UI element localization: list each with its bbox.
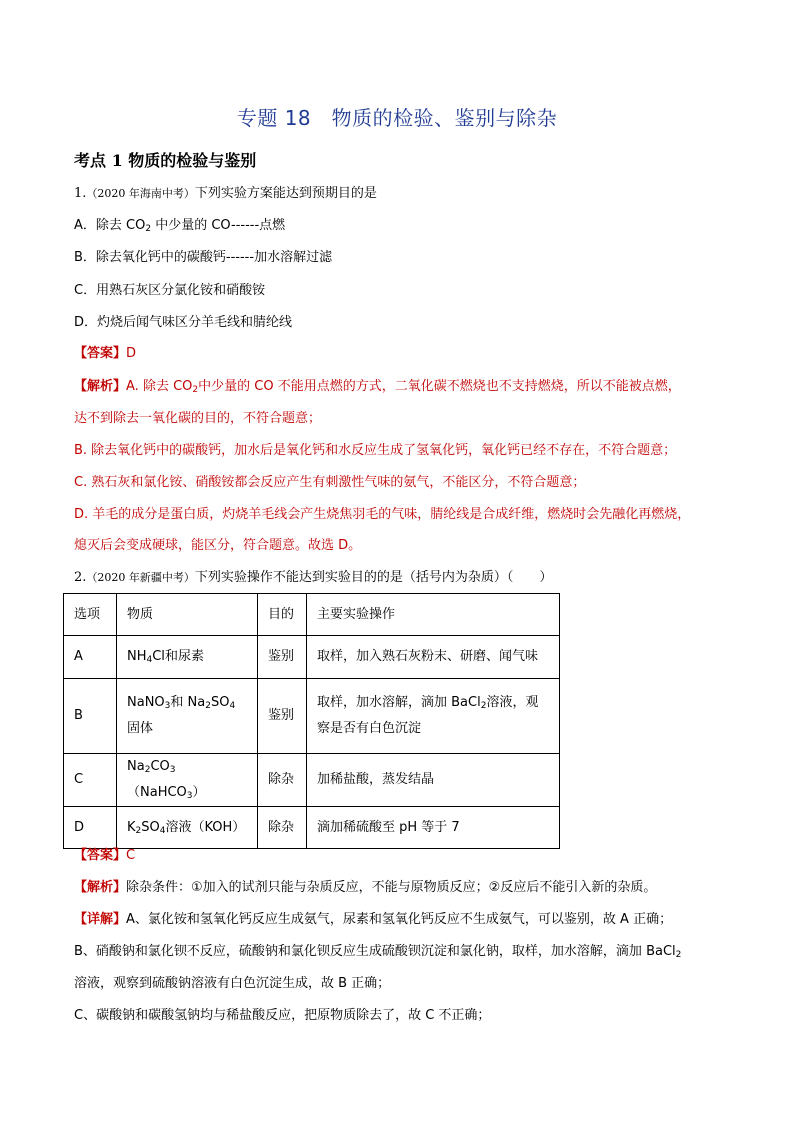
table-cell: $Na_2CO_3(NaHCO_3)$ — [117, 754, 258, 807]
table-cell: D — [64, 807, 117, 849]
table-cell: A — [64, 636, 117, 679]
page-title: 专题 18 物质的检验、鉴别与除杂 — [236, 106, 558, 130]
question-1-option-c: C．用熟石灰区分氯化铵和硝酸铵 — [74, 283, 266, 298]
table-header-row — [64, 594, 560, 636]
section-heading: 考点 1 物质的检验与鉴别 — [74, 151, 257, 170]
question-1-option-b: B．除去氧化钙中的碳酸钙------加水溶解过滤 — [74, 250, 333, 265]
question-1-option-a: A．除去 $CO_2$ 中少量的 CO------点燃 — [74, 218, 286, 234]
table-cell: 除杂 — [258, 807, 307, 849]
question-2-detail-line-1: 【详解】A、氯化铵和氢氧化钙反应生成氨气，尿素和氢氧化钙反应不生成氨气，可以鉴别，故 A 正确； — [74, 912, 673, 927]
table-cell: B — [64, 679, 117, 754]
question-2-analysis: 【解析】除杂条件：①加入的试剂只能与杂质反应，不能与原物质反应；②反应后不能引入新的杂质。 — [74, 880, 657, 895]
question-1-analysis-line-3: B. 除去氧化钙中的碳酸钙，加水后是氧化钙和水反应生成了氢氧化钙，氧化钙已经不存在，不符合题意； — [74, 443, 677, 458]
question-1-analysis-line-5: D. 羊毛的成分是蛋白质，灼烧羊毛线会产生烧焦羽毛的气味，腈纶线是合成纤维，燃烧时会先融化再燃烧， — [74, 507, 691, 522]
question-1-answer: 【答案】D — [74, 346, 137, 361]
table-cell: 取样，加水溶解，滴加 BaCl$_2$溶液，观察是否有白色沉淀 — [307, 679, 560, 754]
options-table — [63, 593, 560, 849]
table-cell: 鉴别 — [258, 679, 307, 754]
question-1-stem: 1.（2020 年海南中考）下列实验方案能达到预期目的是 — [74, 186, 377, 201]
question-2-answer: 【答案】C — [74, 848, 136, 863]
question-1-analysis-line-4: C. 熟石灰和氯化铵、硝酸铵都会反应产生有刺激性气味的氨气，不能区分，不符合题意； — [74, 475, 586, 490]
table-header-cell: 选项 — [64, 594, 117, 636]
table-cell: 滴加稀硫酸至 pH 等于 7 — [307, 807, 560, 849]
table-row — [64, 807, 560, 849]
question-1-option-d: D．灼烧后闻气味区分羊毛线和腈纶线 — [74, 315, 293, 330]
table-cell: NaNO$_3$和 $Na_2SO_4$固体 — [117, 679, 258, 754]
table-cell: $NH_4Cl$和尿素 — [117, 636, 258, 679]
table-cell: 加稀盐酸，蒸发结晶 — [307, 754, 560, 807]
question-2-detail-line-4: C、碳酸钠和碳酸氢钠均与稀盐酸反应，把原物质除去了，故 C 不正确； — [74, 1008, 491, 1023]
table-row — [64, 754, 560, 807]
table-cell: C — [64, 754, 117, 807]
table-cell: 鉴别 — [258, 636, 307, 679]
question-1-analysis-line-6: 熄灭后会变成硬球，能区分，符合题意。故选 D。 — [74, 538, 362, 553]
table-row — [64, 636, 560, 679]
table-cell: 取样，加入熟石灰粉末、研磨、闻气味 — [307, 636, 560, 679]
table-row — [64, 679, 560, 754]
question-2-detail-line-3: 溶液，观察到硫酸钠溶液有白色沉淀生成，故 B 正确； — [74, 976, 391, 991]
table-header-cell: 物质 — [117, 594, 258, 636]
table-cell: 除杂 — [258, 754, 307, 807]
question-1-analysis-line-2: 达不到除去一氧化碳的目的，不符合题意； — [74, 411, 322, 426]
question-2-detail-line-2: B、硝酸钠和氯化钡不反应，硫酸钠和氯化钡反应生成硫酸钡沉淀和氯化钠，取样，加水溶解，滴加 BaCl$_2$ — [74, 944, 682, 960]
question-2-stem: 2.（2020 年新疆中考）下列实验操作不能达到实验目的的是（括号内为杂质）（ ） — [74, 570, 553, 585]
table-cell: $K_2SO_4$溶液（KOH） — [117, 807, 258, 849]
question-1-analysis-line-1: 【解析】A. 除去 $CO_2$中少量的 CO 不能用点燃的方式，二氧化碳不燃烧也不支持燃烧，所以不能被点燃， — [74, 379, 681, 395]
table-header-cell: 目的 — [258, 594, 307, 636]
table-header-cell: 主要实验操作 — [307, 594, 560, 636]
